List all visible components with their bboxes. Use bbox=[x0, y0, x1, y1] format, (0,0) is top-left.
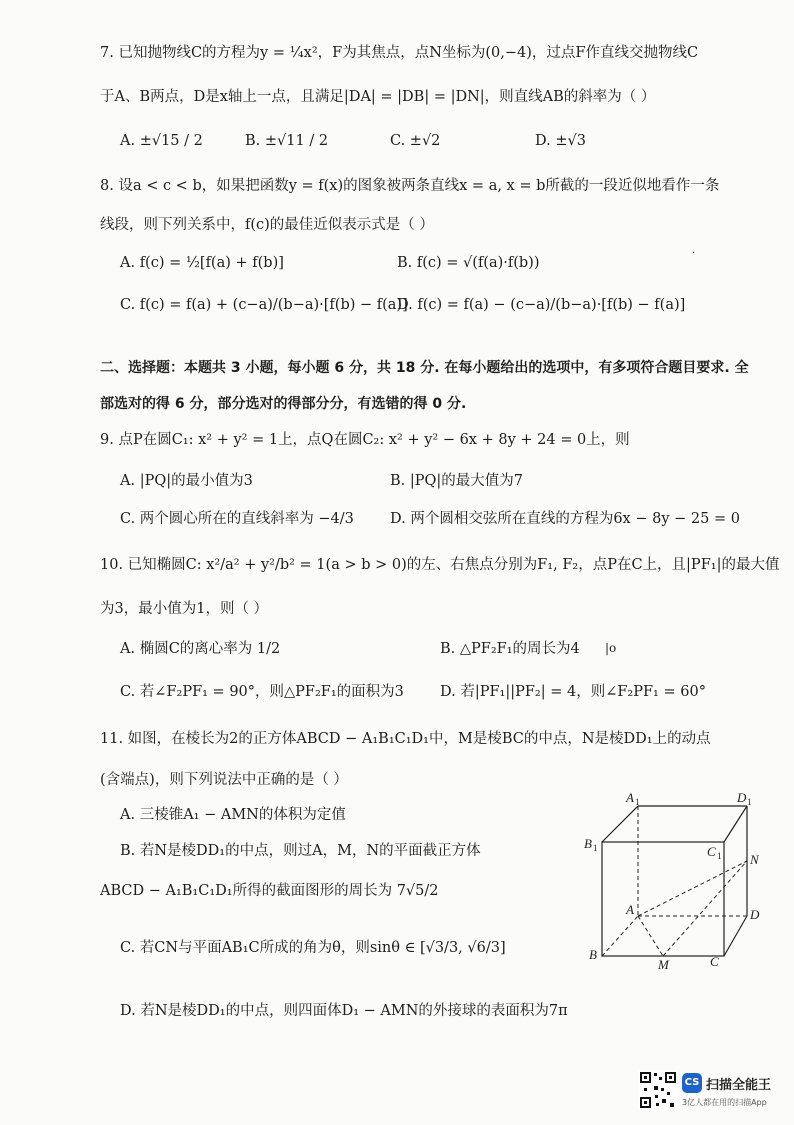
q9-stem: 9. 点P在圆C₁: x² + y² = 1上，点Q在圆C₂: x² + y² − 6x + 8y + 24 = 0上，则 bbox=[100, 432, 630, 448]
svg-text:1: 1 bbox=[747, 797, 752, 807]
label-b: B bbox=[589, 947, 597, 962]
q8-option-c: C. f(c) = f(a) + (c−a)/(b−a)·[f(b) − f(a)] bbox=[120, 297, 408, 313]
q7-option-b: B. ±√11 / 2 bbox=[245, 133, 329, 149]
q10-option-d: D. 若|PF₁||PF₂| = 4，则∠F₂PF₁ = 60° bbox=[440, 684, 706, 700]
q8-option-b: B. f(c) = √(f(a)·f(b)) bbox=[397, 255, 540, 271]
q11-option-b: B. 若N是棱DD₁的中点，则过A，M，N的平面截正方体 bbox=[120, 843, 481, 859]
edge-b1-a1 bbox=[602, 806, 638, 842]
svg-text:1: 1 bbox=[635, 797, 640, 807]
q11-option-c: C. 若CN与平面AB₁C所成的角为θ，则sinθ ∈ [√3/3, √6/3] bbox=[120, 940, 506, 956]
label-b1: B bbox=[584, 836, 592, 851]
q10-stem-line1: 10. 已知椭圆C: x²/a² + y²/b² = 1(a > b > 0)的左、右焦点分别为F₁, F₂，点P在C上，且|PF₁|的最大值 bbox=[100, 557, 780, 573]
segment-a-n bbox=[638, 861, 747, 916]
q10-option-a: A. 椭圆C的离心率为 1/2 bbox=[120, 641, 281, 657]
q8-stem-line2: 线段，则下列关系中，f(c)的最佳近似表示式是（ ） bbox=[100, 217, 434, 233]
q7-option-d: D. ±√3 bbox=[535, 133, 586, 149]
q7-option-a: A. ±√15 / 2 bbox=[120, 133, 203, 149]
stray-mark: |o bbox=[605, 641, 617, 655]
q7-stem-line2: 于A、B两点，D是x轴上一点，且满足|DA| = |DB| = |DN|，则直线AB的斜率为（ ） bbox=[100, 89, 656, 105]
q10-option-b: B. △PF₂F₁的周长为4 bbox=[440, 641, 580, 657]
edge-b-a-hidden bbox=[602, 916, 638, 956]
q9-option-a: A. |PQ|的最小值为3 bbox=[120, 473, 253, 489]
cube-figure bbox=[580, 786, 775, 971]
qr-code-icon bbox=[638, 1070, 678, 1110]
q10-stem-line2: 为3，最小值为1，则（ ） bbox=[100, 601, 269, 617]
q11-stem-line1: 11. 如图，在棱长为2的正方体ABCD − A₁B₁C₁D₁中，M是棱BC的中点，N是棱DD₁上的动点 bbox=[100, 731, 711, 747]
q7-option-c: C. ±√2 bbox=[390, 133, 441, 149]
edge-c1-d1 bbox=[724, 806, 747, 842]
q11-option-b-cont: ABCD − A₁B₁C₁D₁所得的截面图形的周长为 7√5/2 bbox=[100, 883, 439, 899]
section2-line1: 二、选择题：本题共 3 小题，每小题 6 分，共 18 分. 在每小题给出的选项中，有多项符合题目要求. 全 bbox=[100, 360, 749, 376]
camscanner-tagline: 3亿人都在用的扫描App bbox=[682, 1098, 767, 1107]
q9-option-c: C. 两个圆心所在的直线斜率为 −4/3 bbox=[120, 511, 354, 527]
label-c1: C bbox=[707, 844, 716, 859]
svg-text:1: 1 bbox=[593, 843, 598, 853]
q8-stem-line1: 8. 设a < c < b，如果把函数y = f(x)的图象被两条直线x = a, x = b所截的一段近似地看作一条 bbox=[100, 178, 720, 194]
edge-c-d bbox=[724, 916, 747, 956]
svg-text:1: 1 bbox=[717, 851, 722, 861]
q8-option-a: A. f(c) = ½[f(a) + f(b)] bbox=[120, 255, 284, 271]
camscanner-name: 扫描全能王 bbox=[706, 1078, 772, 1093]
segment-a-m bbox=[638, 916, 663, 956]
label-a1: A bbox=[626, 790, 634, 805]
label-c: C bbox=[710, 954, 719, 969]
q9-option-b: B. |PQ|的最大值为7 bbox=[390, 473, 524, 489]
q7-stem-line1: 7. 已知抛物线C的方程为y = ¼x²，F为其焦点，点N坐标为(0,−4)，过点F作直线交抛物线C bbox=[100, 45, 699, 61]
segment-m-n bbox=[663, 861, 747, 956]
section2-line2: 部选对的得 6 分，部分选对的得部分分，有选错的得 0 分. bbox=[100, 396, 467, 412]
cube-front-face bbox=[602, 842, 724, 956]
q11-option-a: A. 三棱锥A₁ − AMN的体积为定值 bbox=[120, 807, 346, 823]
q11-option-d: D. 若N是棱DD₁的中点，则四面体D₁ − AMN的外接球的表面积为7π bbox=[120, 1003, 568, 1019]
q9-option-d: D. 两个圆相交弦所在直线的方程为6x − 8y − 25 = 0 bbox=[390, 511, 740, 527]
label-m: M bbox=[658, 957, 669, 971]
label-n: N bbox=[750, 852, 759, 867]
label-d: D bbox=[750, 907, 760, 922]
camscanner-logo-icon: CS bbox=[682, 1073, 702, 1093]
label-d1: D bbox=[737, 790, 747, 805]
q11-stem-line2: (含端点)，则下列说法中正确的是（ ） bbox=[100, 772, 348, 788]
label-a: A bbox=[626, 902, 634, 917]
stray-dot: · bbox=[692, 248, 696, 259]
q10-option-c: C. 若∠F₂PF₁ = 90°，则△PF₂F₁的面积为3 bbox=[120, 684, 404, 700]
q8-option-d: D. f(c) = f(a) − (c−a)/(b−a)·[f(b) − f(a)] bbox=[397, 297, 686, 313]
